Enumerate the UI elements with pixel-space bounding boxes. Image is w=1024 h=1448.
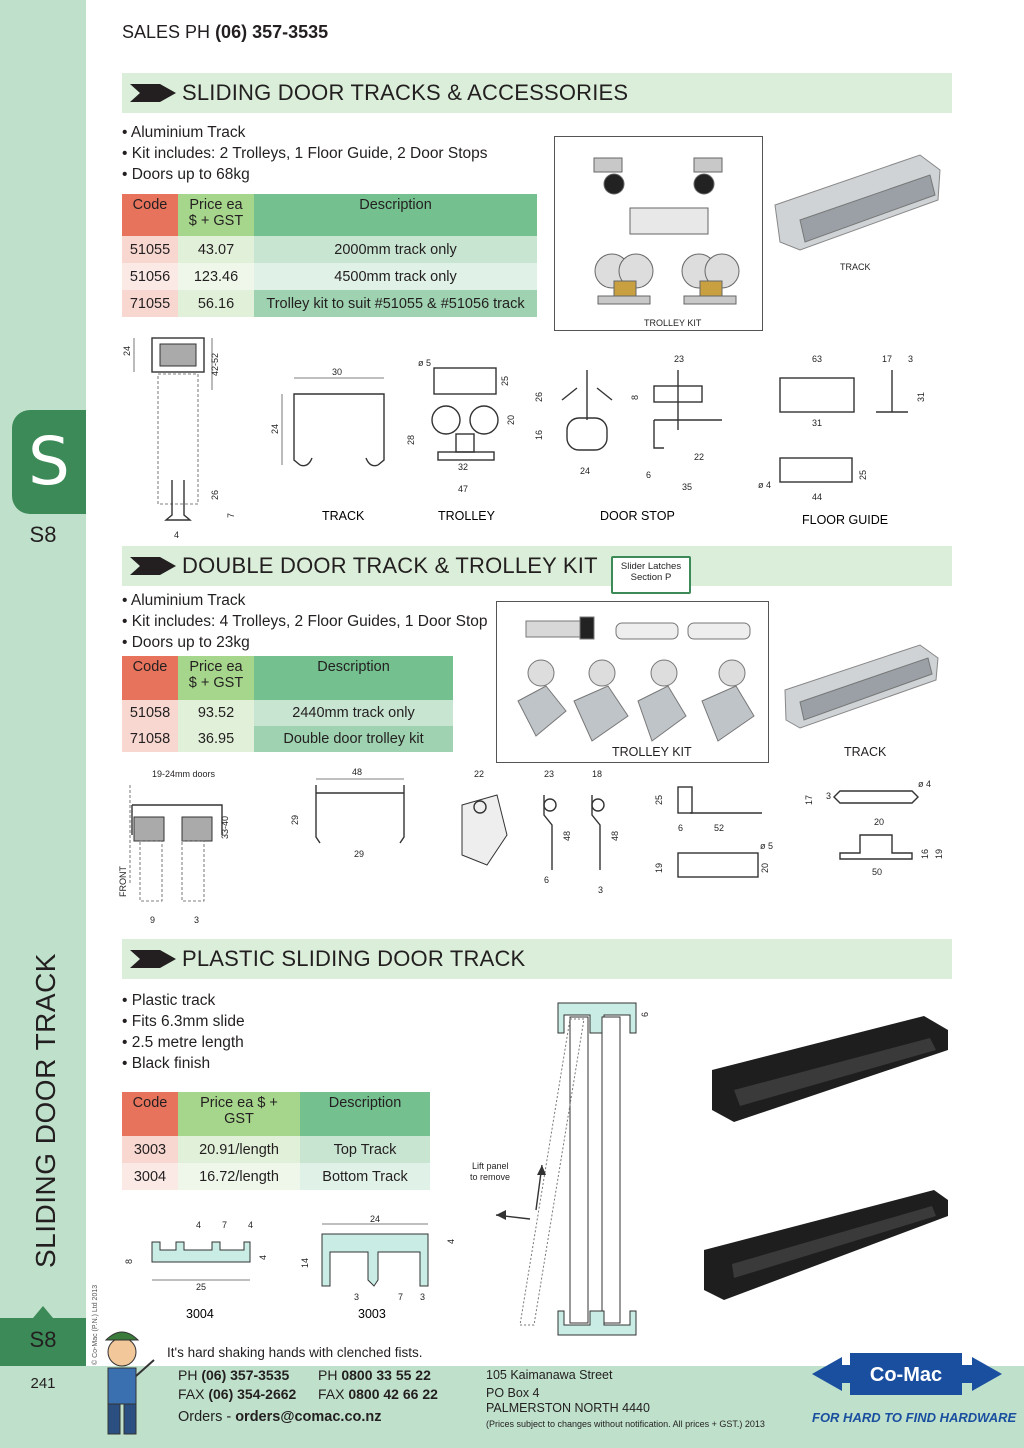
dim-label: 8 — [630, 394, 640, 400]
dim-label: 30 — [332, 367, 343, 377]
bullet: • Kit includes: 2 Trolleys, 1 Floor Guide, 2 Door Stops — [122, 145, 488, 162]
cell-price: 56.16 — [178, 290, 254, 317]
dim-label: 3 — [194, 915, 200, 925]
caption-track-drawing: TRACK — [322, 509, 365, 523]
dim-label: 31 — [916, 391, 926, 402]
sales-phone: (06) 357-3535 — [215, 22, 329, 42]
dim-label: 16 — [534, 429, 544, 440]
dim-label: 20 — [760, 862, 770, 873]
orders-email-link[interactable]: orders@comac.co.nz — [235, 1409, 382, 1425]
section1-bullets — [122, 122, 488, 185]
dim-label: 22 — [474, 769, 485, 779]
dim-label: FRONT — [118, 866, 128, 897]
dim-label: 19 — [934, 848, 944, 859]
dim-label: 6 — [678, 823, 684, 833]
double-trolley-kit-art — [496, 601, 769, 763]
side-door — [158, 374, 198, 504]
footer-fax — [178, 1386, 296, 1402]
dim-label: ø 5 — [760, 841, 774, 851]
trolley-kit-photo-art — [554, 136, 763, 331]
double-floor-guide-side — [840, 835, 912, 859]
dim-label: 19 — [654, 862, 664, 873]
dim-label: 3 — [354, 1292, 360, 1302]
col-code: Code — [122, 194, 178, 236]
price-table-3 — [122, 1092, 430, 1190]
cell-code: 71058 — [122, 726, 178, 752]
double-track-photo — [780, 640, 940, 730]
floor-guide-side — [780, 458, 852, 482]
dim-label: 3 — [826, 791, 832, 801]
cell-price: 43.07 — [178, 236, 254, 263]
dim-label: 4 — [248, 1220, 254, 1230]
table-row — [122, 726, 453, 752]
ph2-value[interactable]: 0800 33 55 22 — [341, 1367, 431, 1383]
ph-value[interactable]: (06) 357-3535 — [201, 1367, 290, 1383]
note-line: Section P — [630, 572, 672, 583]
cell-code: 3004 — [122, 1163, 178, 1190]
dim-label: 22 — [694, 452, 705, 462]
copyright: © Co-Mac (P.N.) Ltd 2013 — [92, 1284, 99, 1365]
dim-label: 48 — [562, 830, 572, 841]
caption-track: TRACK — [840, 262, 871, 272]
mascot-illustration — [94, 1324, 158, 1448]
fax2-label: FAX — [318, 1386, 345, 1402]
cell-desc: Bottom Track — [300, 1163, 430, 1190]
dim-label: 29 — [354, 849, 365, 859]
footer-orders — [178, 1409, 382, 1425]
section-header-double-door — [122, 546, 952, 586]
dim-label: 7 — [222, 1220, 228, 1230]
dim-label: 47 — [458, 484, 469, 494]
fax2-value: 0800 42 66 22 — [348, 1386, 438, 1402]
table-row — [122, 1136, 430, 1163]
section-title: PLASTIC SLIDING DOOR TRACK — [182, 946, 526, 971]
dim-label: 44 — [812, 492, 823, 502]
dim-label: 24 — [122, 345, 132, 356]
dim-label: 28 — [406, 434, 416, 445]
table-row — [122, 290, 537, 317]
dim-label: 7 — [398, 1292, 404, 1302]
fax-label: FAX — [178, 1386, 205, 1402]
arrow-icon — [130, 84, 176, 102]
section1-drawings — [122, 330, 952, 540]
col-price — [178, 1092, 300, 1136]
side-trolley — [160, 344, 196, 366]
dim-label: 35 — [682, 482, 693, 492]
caption-trolley-kit: TROLLEY KIT — [644, 318, 702, 328]
dim-label: 26 — [534, 391, 544, 402]
track-photo — [770, 150, 950, 260]
dim-label: 3 — [598, 885, 604, 895]
bullet: • Fits 6.3mm slide — [122, 1013, 245, 1030]
table-row — [122, 236, 537, 263]
table-row — [122, 263, 537, 290]
section3-drawings — [122, 1212, 462, 1322]
dim-label: 3 — [420, 1292, 426, 1302]
caption-door-stop: DOOR STOP — [600, 509, 675, 523]
cell-desc: Trolley kit to suit #51055 & #51056 track — [254, 290, 537, 317]
cell-price: 93.52 — [178, 700, 254, 726]
cell-code: 3003 — [122, 1136, 178, 1163]
col-price-l1: Price ea $ + — [200, 1095, 278, 1111]
dim-label: 6 — [646, 470, 652, 480]
cell-code: 51056 — [122, 263, 178, 290]
dim-label: 19-24mm doors — [152, 769, 216, 779]
ph2-label: PH — [318, 1367, 338, 1383]
dim-label: 4 — [174, 530, 180, 540]
dim-label: 17 — [804, 794, 814, 805]
dim-label: 52 — [714, 823, 725, 833]
track-section — [294, 394, 384, 466]
door-panel — [602, 1017, 620, 1323]
dim-label: 32 — [458, 462, 469, 472]
footer-phone — [178, 1367, 289, 1383]
page-number: 241 — [30, 1375, 56, 1392]
section3-bullets — [122, 990, 245, 1074]
dim-label: 23 — [674, 354, 685, 364]
door-stop-body — [567, 418, 607, 450]
dim-label: 31 — [812, 418, 823, 428]
bullet: • Aluminium Track — [122, 592, 246, 609]
dim-label: 29 — [290, 814, 300, 825]
trolley-wheel — [432, 406, 460, 434]
dim-label: 20 — [874, 817, 885, 827]
dim-label: 48 — [352, 767, 363, 777]
dim-label: 26 — [210, 489, 220, 500]
bullet: • Black finish — [122, 1055, 211, 1072]
note-line: Slider Latches — [620, 561, 682, 572]
dim-label: 50 — [872, 867, 883, 877]
dim-label: 33-40 — [220, 815, 230, 839]
cell-desc: 4500mm track only — [254, 263, 537, 290]
dim-label: ø 4 — [758, 480, 772, 490]
col-price-l1: Price ea — [189, 659, 243, 675]
bullet: • Kit includes: 4 Trolleys, 2 Floor Guides, 1 Door Stop — [122, 613, 488, 630]
section-tab: S — [12, 410, 86, 514]
cell-code: 51058 — [122, 700, 178, 726]
logo-text: Co-Mac — [869, 1364, 943, 1386]
bullet: • Plastic track — [122, 992, 216, 1009]
dim-label: 63 — [812, 354, 823, 364]
arrow-icon — [130, 557, 176, 575]
dim-label: 25 — [196, 1282, 207, 1292]
page-code-top: S8 — [29, 522, 57, 547]
dim-label: 7 — [226, 512, 236, 518]
col-code: Code — [122, 656, 178, 700]
address-line: PALMERSTON NORTH 4440 — [486, 1401, 650, 1415]
dim-label: ø 4 — [918, 779, 932, 789]
dim-label: 18 — [592, 769, 603, 779]
cell-code: 51055 — [122, 236, 178, 263]
bullet: • Doors up to 68kg — [122, 166, 250, 183]
footer-phone-2 — [318, 1367, 431, 1383]
fax-value: (06) 354-2662 — [208, 1386, 297, 1402]
section-title: DOUBLE DOOR TRACK & TROLLEY KIT — [182, 553, 598, 578]
col-desc: Description — [300, 1092, 430, 1136]
page-code-bottom: S8 — [29, 1327, 57, 1352]
price-table-2 — [122, 656, 453, 752]
caption-floor-guide: FLOOR GUIDE — [802, 513, 889, 527]
dim-label: 17 — [882, 354, 893, 364]
dim-label: 4 — [196, 1220, 202, 1230]
bullet: • Aluminium Track — [122, 124, 246, 141]
caption-3003: 3003 — [358, 1307, 386, 1321]
col-price — [178, 656, 254, 700]
cell-desc: 2440mm track only — [254, 700, 453, 726]
plastic-track-photos — [704, 1010, 954, 1310]
col-price-l2: $ + GST — [188, 675, 244, 691]
dim-label: ø 5 — [418, 358, 432, 368]
top-track-section — [322, 1234, 428, 1286]
dim-label: 48 — [610, 830, 620, 841]
disclaimer: (Prices subject to changes without notification. All prices + GST.) 2013 — [486, 1419, 765, 1429]
dim-label: 8 — [124, 1258, 134, 1264]
vertical-title: SLIDING DOOR TRACK — [30, 953, 61, 1268]
lift-note: Lift panel — [472, 1161, 509, 1171]
caption-3004: 3004 — [186, 1307, 214, 1321]
comac-logo — [812, 1343, 1002, 1405]
bullet: • 2.5 metre length — [122, 1034, 244, 1051]
cell-desc: Double door trolley kit — [254, 726, 453, 752]
cell-price: 36.95 — [178, 726, 254, 752]
cell-desc: Top Track — [300, 1136, 430, 1163]
double-track-section — [316, 785, 404, 843]
dim-label: 25 — [858, 469, 868, 480]
footer-fax-2 — [318, 1386, 438, 1402]
lift-note: to remove — [470, 1172, 511, 1182]
col-price-l1: Price ea — [189, 197, 243, 213]
col-code: Code — [122, 1092, 178, 1136]
slogan: It's hard shaking hands with clenched fists. — [167, 1345, 423, 1360]
ph-label: PH — [178, 1367, 198, 1383]
dim-label: 25 — [654, 794, 664, 805]
dim-label: 4 — [258, 1254, 268, 1260]
bullet: • Doors up to 23kg — [122, 634, 250, 651]
address-line: PO Box 4 — [486, 1386, 540, 1400]
dim-label: 9 — [150, 915, 156, 925]
side-guide — [166, 480, 190, 520]
dim-label: 25 — [500, 375, 510, 386]
door-panel — [570, 1017, 588, 1323]
dim-label: 6 — [544, 875, 550, 885]
address-line: 105 Kaimanawa Street — [486, 1368, 613, 1382]
col-price-l2: GST — [224, 1111, 254, 1127]
trolley-top — [434, 368, 496, 394]
cell-price: 16.72/length — [178, 1163, 300, 1190]
section2-drawings — [112, 765, 952, 935]
dim-label: 14 — [300, 1257, 310, 1268]
price-table-1 — [122, 194, 537, 317]
table-row — [122, 1163, 430, 1190]
double-floor-guide-top — [834, 791, 918, 803]
section-header-sliding-door-tracks — [122, 73, 952, 113]
sales-label: SALES PH — [122, 22, 211, 42]
orders-label: Orders - — [178, 1409, 232, 1425]
dim-label: 23 — [544, 769, 555, 779]
slider-latches-note[interactable] — [611, 556, 691, 594]
dim-label: 6 — [640, 1011, 650, 1017]
cell-price: 123.46 — [178, 263, 254, 290]
dim-label: 42-52 — [210, 352, 220, 376]
trolley-wheel — [470, 406, 498, 434]
floor-guide-top — [780, 378, 854, 412]
caption-trolley: TROLLEY — [438, 509, 495, 523]
dim-label: 24 — [580, 466, 591, 476]
cell-desc: 2000mm track only — [254, 236, 537, 263]
dim-label: 4 — [446, 1238, 456, 1244]
caption-trolley-kit-2: TROLLEY KIT — [612, 745, 692, 759]
sales-phone-header — [122, 22, 328, 43]
dim-label: 3 — [908, 354, 914, 364]
cell-code: 71055 — [122, 290, 178, 317]
col-desc: Description — [254, 194, 537, 236]
bottom-track-section — [152, 1242, 250, 1262]
col-price-l2: $ + GST — [188, 213, 244, 229]
tagline: FOR HARD TO FIND HARDWARE — [812, 1410, 1017, 1425]
arrow-icon — [130, 950, 176, 968]
section-title: SLIDING DOOR TRACKS & ACCESSORIES — [182, 80, 629, 105]
col-desc: Description — [254, 656, 453, 700]
section2-bullets — [122, 590, 488, 653]
dim-label: 16 — [920, 848, 930, 859]
col-price — [178, 194, 254, 236]
door-stop-plate — [462, 795, 507, 865]
table-row — [122, 700, 453, 726]
dim-label: 24 — [370, 1214, 381, 1224]
dim-label: 20 — [506, 414, 516, 425]
cell-price: 20.91/length — [178, 1136, 300, 1163]
dim-label: 24 — [270, 423, 280, 434]
caption-track-2: TRACK — [844, 745, 887, 759]
section-header-plastic-track — [122, 939, 952, 979]
plastic-track-installation — [466, 995, 666, 1340]
